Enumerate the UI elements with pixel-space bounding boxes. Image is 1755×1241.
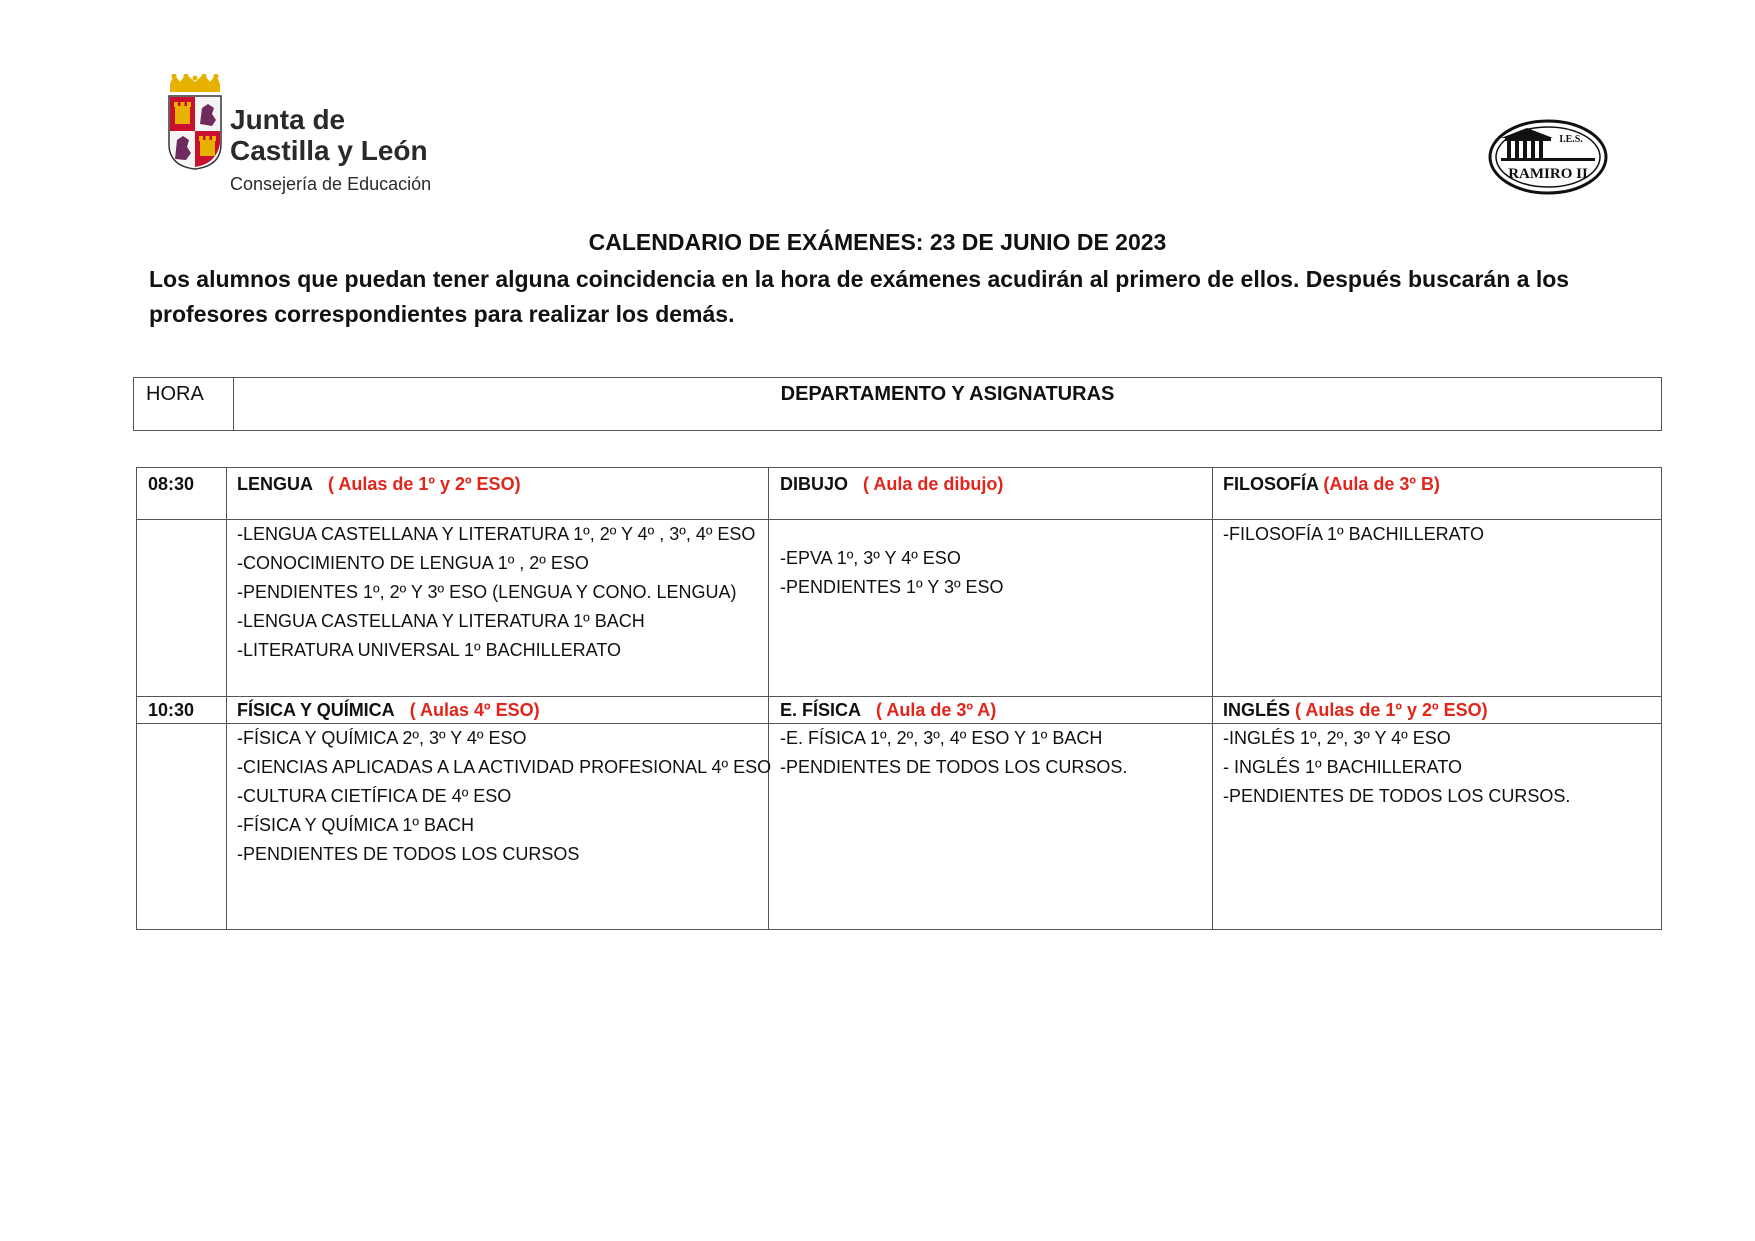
room-label: ( Aula de dibujo) (863, 474, 1004, 494)
subject-list (1223, 724, 1570, 811)
subject-item: -LENGUA CASTELLANA Y LITERATURA 1º, 2º Y 4º , 3º, 4º ESO (237, 524, 756, 544)
subject-item: -INGLÉS 1º, 2º, 3º Y 4º ESO (1223, 728, 1451, 748)
jcyl-name-line1: Junta de (230, 104, 346, 135)
notice-text: Los alumnos que puedan tener alguna coincidencia en la hora de exámenes acudirán al primero de ellos. Después buscarán a los profesores correspondientes para realizar los demás. (149, 266, 1570, 327)
column-divider (1212, 468, 1213, 929)
subject-item: -FILOSOFÍA 1º BACHILLERATO (1223, 524, 1484, 544)
subject-item: -LENGUA CASTELLANA Y LITERATURA 1º BACH (237, 611, 645, 631)
subject-item: -CIENCIAS APLICADAS A LA ACTIVIDAD PROFESIONAL 4º ESO (237, 757, 772, 777)
exam-table (136, 467, 1662, 930)
subject-item: -CONOCIMIENTO DE LENGUA 1º , 2º ESO (237, 553, 589, 573)
header-hora: HORA (134, 378, 234, 430)
room-label: ( Aulas de 1º y 2º ESO) (1295, 700, 1488, 720)
ies-ramiro-logo (1487, 118, 1609, 196)
subject-item: -PENDIENTES 1º, 2º Y 3º ESO (LENGUA Y CONO. LENGUA) (237, 582, 737, 602)
subject-item: -PENDIENTES DE TODOS LOS CURSOS. (1223, 786, 1571, 806)
dept-name: INGLÉS (1223, 700, 1291, 720)
document-title: CALENDARIO DE EXÁMENES: 23 DE JUNIO DE 2023 (588, 229, 1167, 255)
room-label: ( Aula de 3º A) (876, 700, 997, 720)
dept-name: FÍSICA Y QUÍMICA (237, 700, 395, 720)
jcyl-department: Consejería de Educación (230, 174, 432, 194)
subject-item: - INGLÉS 1º BACHILLERATO (1223, 757, 1462, 777)
header-departments: DEPARTAMENTO Y ASIGNATURAS (780, 383, 1115, 405)
header-table (133, 377, 1662, 431)
subject-item: -PENDIENTES DE TODOS LOS CURSOS. (780, 757, 1128, 777)
dept-name: DIBUJO (780, 474, 849, 494)
coat-of-arms-icon (166, 74, 224, 170)
subject-list (1223, 520, 1484, 549)
ies-label: I.E.S. (1559, 134, 1583, 145)
jcyl-name-line2: Castilla y León (230, 135, 428, 166)
subject-item: -E. FÍSICA 1º, 2º, 3º, 4º ESO Y 1º BACH (780, 728, 1103, 748)
dept-heading (237, 473, 521, 495)
subject-list (237, 520, 755, 665)
subject-item: -CULTURA CIETÍFICA DE 4º ESO (237, 786, 512, 806)
room-label: (Aula de 3º B) (1323, 474, 1440, 494)
subject-list (237, 724, 771, 869)
column-divider (226, 468, 227, 929)
dept-heading (780, 699, 996, 721)
subject-list (780, 724, 1127, 782)
dept-heading (1223, 473, 1440, 495)
dept-name: FILOSOFÍA (1223, 474, 1319, 494)
ies-name: RAMIRO II (1508, 166, 1588, 182)
row-divider (137, 696, 1661, 697)
subject-list (780, 544, 1004, 602)
subject-item: -FÍSICA Y QUÍMICA 1º BACH (237, 815, 474, 835)
dept-heading (1223, 699, 1488, 721)
dept-heading (780, 473, 1003, 495)
subject-item: -PENDIENTES DE TODOS LOS CURSOS (237, 844, 580, 864)
session-time: 08:30 (148, 474, 195, 494)
dept-name: E. FÍSICA (780, 700, 862, 720)
subject-item: -PENDIENTES 1º Y 3º ESO (780, 577, 1004, 597)
room-label: ( Aulas 4º ESO) (409, 700, 540, 720)
subject-item: -LITERATURA UNIVERSAL 1º BACHILLERATO (237, 640, 622, 660)
dept-heading (237, 699, 540, 721)
jcyl-logo (166, 74, 456, 196)
subject-item: -EPVA 1º, 3º Y 4º ESO (780, 548, 961, 568)
dept-name: LENGUA (237, 474, 313, 494)
session-time: 10:30 (148, 700, 195, 720)
room-label: ( Aulas de 1º y 2º ESO) (328, 474, 521, 494)
subject-item: -FÍSICA Y QUÍMICA 2º, 3º Y 4º ESO (237, 728, 527, 748)
